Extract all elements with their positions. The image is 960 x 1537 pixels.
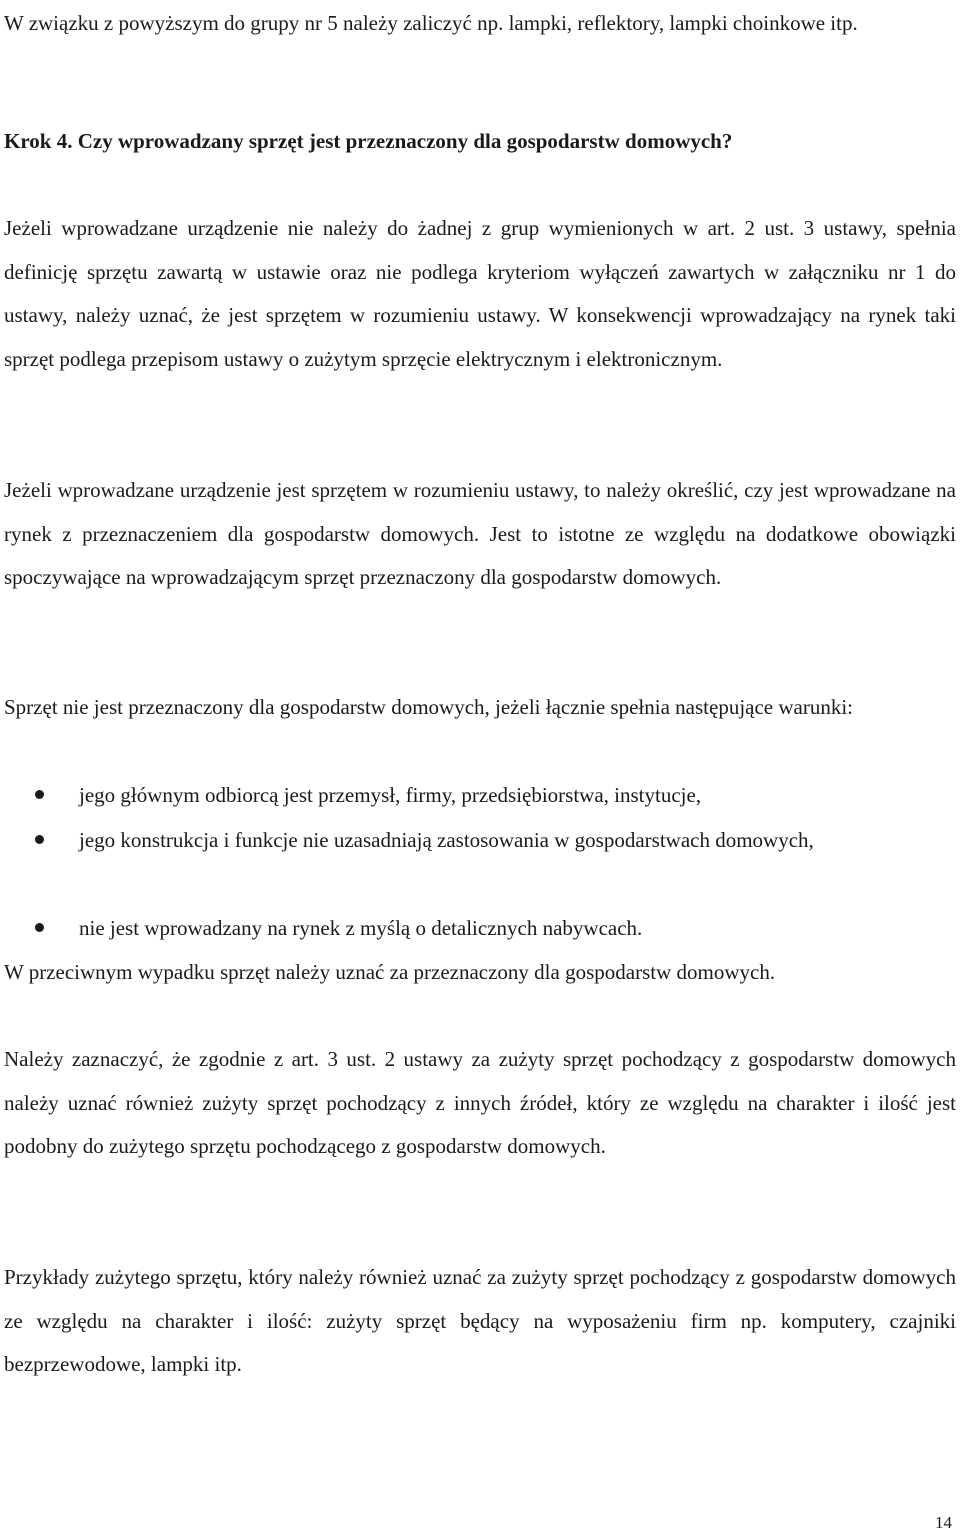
- list-item-text: nie jest wprowadzany na rynek z myślą o detalicznych nabywcach.: [79, 916, 643, 940]
- paragraph-equipment-definition: Jeżeli wprowadzane urządzenie nie należy do żadnej z grup wymienionych w art. 2 ust. 3 ustawy, spełnia definicję sprzętu zawartą w ustawie oraz nie podlega kryteriom wyłączeń zawartych w załączniku nr 1 do ustawy, należy uznać, że jest sprzętem w rozumieniu ustawy. W konsekwencji wprowadzający na rynek taki sprzęt podlega przepisom ustawy o zużytym sprzęcie elektrycznym i elektronicznym.: [4, 216, 956, 372]
- paragraph-non-household-conditions: Sprzęt nie jest przeznaczony dla gospodarstw domowych, jeżeli łącznie spełnia następujące warunki:: [4, 695, 854, 719]
- paragraph-household-purpose: Jeżeli wprowadzane urządzenie jest sprzętem w rozumieniu ustawy, to należy określić, czy jest wprowadzane na rynek z przeznaczeniem dla gospodarstw domowych. Jest to istotne ze względu na dodatkowe obowiązki spoczywające na wprowadzającym sprzęt przeznaczony dla gospodarstw domowych.: [4, 478, 956, 590]
- paragraph-art-3-note: Należy zaznaczyć, że zgodnie z art. 3 ust. 2 ustawy za zużyty sprzęt pochodzący z gospodarstw domowych należy uznać również zużyty sprzęt pochodzący z innych źródeł, który ze względu na charakter i ilość jest podobny do zużytego sprzętu pochodzącego z gospodarstw domowych.: [4, 1047, 956, 1159]
- section-heading-step-4: Krok 4. Czy wprowadzany sprzęt jest przeznaczony dla gospodarstw domowych?: [4, 129, 733, 153]
- list-item-text: jego konstrukcja i funkcje nie uzasadniają zastosowania w gospodarstwach domowych,: [79, 828, 814, 852]
- paragraph-otherwise-household: W przeciwnym wypadku sprzęt należy uznać za przeznaczony dla gospodarstw domowych.: [4, 960, 776, 984]
- paragraph-examples: Przykłady zużytego sprzętu, który należy również uznać za zużyty sprzęt pochodzący z gospodarstw domowych ze względu na charakter i ilość: zużyty sprzęt będący na wyposażeniu firm np. komputery, czajniki bezprzewodowe, lampki itp.: [4, 1265, 956, 1377]
- paragraph-lighting-group: W związku z powyższym do grupy nr 5 należy zaliczyć np. lampki, reflektory, lampki choinkowe itp.: [4, 11, 858, 35]
- bullet-icon: [35, 923, 44, 932]
- bullet-icon: [35, 835, 44, 844]
- bullet-icon: [35, 790, 44, 799]
- document-page: [4, 0, 956, 1537]
- list-item-text: jego głównym odbiorcą jest przemysł, firmy, przedsiębiorstwa, instytucje,: [79, 783, 702, 807]
- page-number: 14: [935, 1513, 952, 1532]
